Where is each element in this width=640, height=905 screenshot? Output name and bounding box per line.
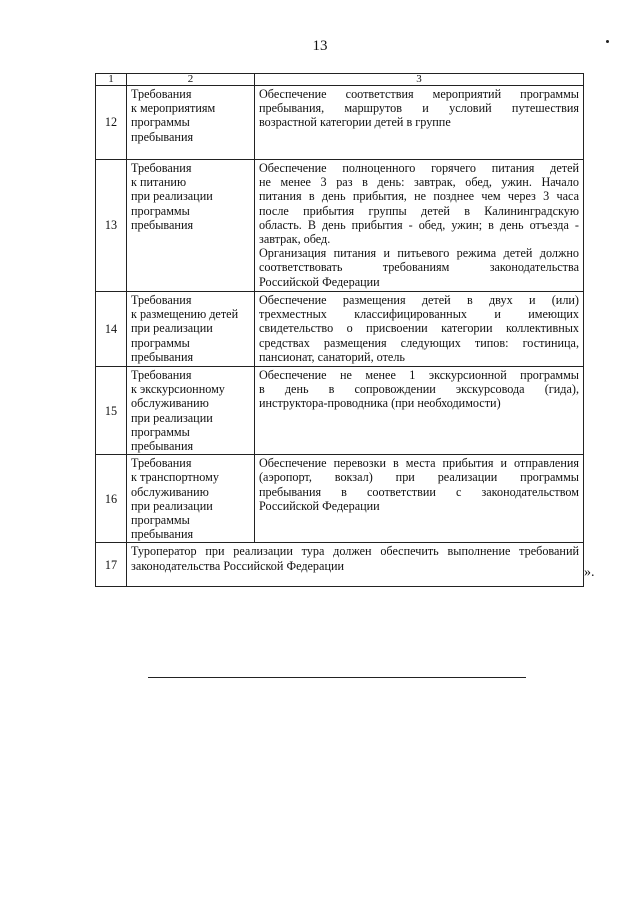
row-number: 17 xyxy=(96,543,127,587)
text-line: пребывания, маршрутов и условий путешествия xyxy=(259,101,579,116)
title-line: к мероприятиям xyxy=(131,101,216,116)
requirement-text xyxy=(255,455,584,543)
text-line: Обеспечение не менее 1 экскурсионной программы xyxy=(259,368,579,382)
text-line: Российской Федерации xyxy=(259,274,380,289)
title-line: обслуживанию xyxy=(131,484,209,499)
text-line: после прибытия группы детей в Калининградскую xyxy=(259,203,579,218)
text-line: в день в сопровождении экскурсовода (гида), xyxy=(259,382,579,397)
row-number: 14 xyxy=(96,292,127,367)
table-row-13 xyxy=(96,160,584,292)
page-number: 13 xyxy=(312,38,328,54)
title-line: программы xyxy=(131,115,190,130)
text-line: область. В день прибытия - обед, ужин; в день отъезда - xyxy=(259,217,579,232)
title-line: пребывания xyxy=(131,217,194,232)
text-line: (аэропорт, вокзал) при реализации программы xyxy=(259,470,579,485)
text-line: свидетельство о присвоении категории коллективных xyxy=(259,321,579,336)
title-line: при реализации xyxy=(131,189,213,204)
text-line: пребывания в соответствии с законодательством xyxy=(259,484,579,499)
text-line: Обеспечение размещения детей в двух и (или) xyxy=(259,293,579,307)
title-line: программы xyxy=(131,335,190,350)
table-header-row xyxy=(96,74,584,86)
text-line: Организация питания и питьевого режима детей должно xyxy=(259,246,579,261)
title-line: при реализации xyxy=(131,321,213,336)
closing-quote: ». xyxy=(584,565,595,580)
requirement-text xyxy=(255,160,584,292)
row-number: 16 xyxy=(96,455,127,543)
requirement-title xyxy=(127,367,255,455)
title-line: программы xyxy=(131,513,190,528)
text-line: трехместных классифицированных и имеющих xyxy=(259,307,579,322)
title-line: при реализации xyxy=(131,498,213,513)
text-line: возрастной категории детей в группе xyxy=(259,115,451,130)
text-line: Российской Федерации xyxy=(259,498,380,513)
title-line: программы xyxy=(131,203,190,218)
row-number: 15 xyxy=(96,367,127,455)
text-line: законодательства Российской Федерации xyxy=(131,558,345,573)
title-line: обслуживанию xyxy=(131,396,209,411)
title-line: к питанию xyxy=(131,175,187,190)
title-line: к экскурсионному xyxy=(131,382,225,397)
requirements-table xyxy=(95,73,584,587)
requirement-text xyxy=(255,86,584,160)
title-line: при реализации xyxy=(131,410,213,425)
text-line: Обеспечение соответствия мероприятий программы xyxy=(259,87,579,101)
column-number-1: 1 xyxy=(96,74,127,86)
title-line: Требования xyxy=(131,293,192,307)
requirement-title xyxy=(127,292,255,367)
row-number: 12 xyxy=(96,86,127,160)
table-row-15 xyxy=(96,367,584,455)
text-line: средствах размещения следующих типов: гостиница, xyxy=(259,335,579,350)
title-line: пребывания xyxy=(131,129,194,144)
title-line: Требования xyxy=(131,368,192,382)
column-number-3: 3 xyxy=(255,74,584,86)
requirement-title xyxy=(127,160,255,292)
text-line: Туроператор при реализации тура должен обеспечить выполнение требований xyxy=(131,544,579,559)
table-row-14 xyxy=(96,292,584,367)
bottom-rule xyxy=(148,677,526,678)
text-line: Обеспечение перевозки в места прибытия и отправления xyxy=(259,456,579,471)
text-line: Обеспечение полноценного горячего питания детей xyxy=(259,161,579,175)
text-line: инструктора-проводника (при необходимости) xyxy=(259,396,501,411)
title-line: пребывания xyxy=(131,439,194,454)
title-line: пребывания xyxy=(131,527,194,542)
requirement-title xyxy=(127,455,255,543)
text-line: завтрак, обед. xyxy=(259,232,331,247)
title-line: Требования xyxy=(131,456,192,471)
title-line: к размещению детей xyxy=(131,307,239,322)
title-line: программы xyxy=(131,424,190,439)
text-line: пансионат, санаторий, отель xyxy=(259,349,405,364)
text-line: питания в день прибытия, не позднее чем через 3 часа xyxy=(259,189,579,204)
title-line: пребывания xyxy=(131,349,194,364)
row-number: 13 xyxy=(96,160,127,292)
title-line: Требования xyxy=(131,87,192,101)
text-line: соответствовать требованиям законодательства xyxy=(259,260,579,275)
requirement-text xyxy=(255,367,584,455)
final-requirement-text xyxy=(127,543,584,587)
scan-speck xyxy=(606,40,609,43)
text-line: не менее 3 раз в день: завтрак, обед, ужин. Начало xyxy=(259,175,579,190)
table-row-16 xyxy=(96,455,584,543)
table-row-17 xyxy=(96,543,584,587)
title-line: к транспортному xyxy=(131,470,219,485)
requirement-text xyxy=(255,292,584,367)
title-line: Требования xyxy=(131,161,192,175)
requirement-title xyxy=(127,86,255,160)
table-row-12 xyxy=(96,86,584,160)
column-number-2: 2 xyxy=(127,74,255,86)
